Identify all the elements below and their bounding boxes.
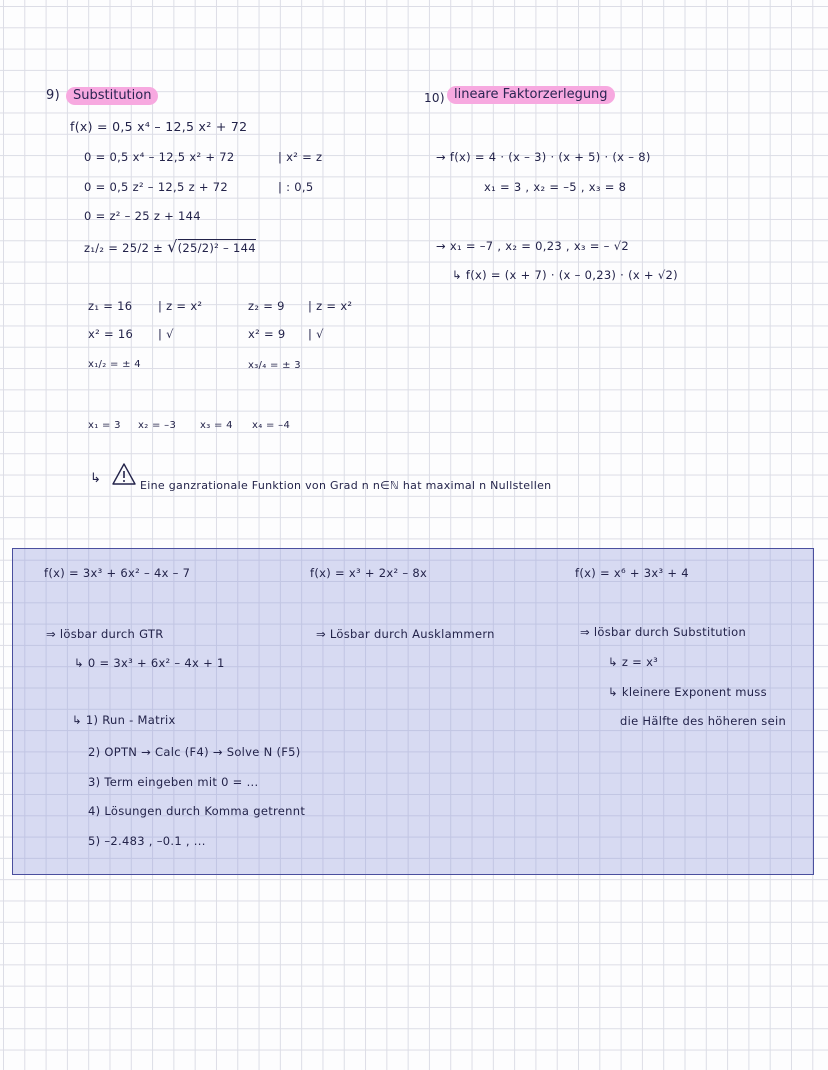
box-col3-rule-1: ↳ kleinere Exponent muss bbox=[608, 685, 767, 699]
box-col2-function: f(x) = x³ + 2x² – 8x bbox=[310, 566, 428, 580]
s9-pq-lhs: z₁/₂ = 25/2 ± bbox=[84, 241, 164, 255]
box-col1-step-4: 4) Lösungen durch Komma getrennt bbox=[88, 804, 306, 818]
box-col1-function: f(x) = 3x³ + 6x² – 4x – 7 bbox=[44, 566, 191, 580]
s9-step-1: 0 = 0,5 x⁴ – 12,5 x² + 72 bbox=[84, 150, 235, 164]
s9-function: f(x) = 0,5 x⁴ – 12,5 x² + 72 bbox=[70, 119, 248, 134]
box-col1-step-3: 3) Term eingeben mit 0 = ... bbox=[88, 775, 259, 789]
s10-example-1: → f(x) = 4 · (x – 3) · (x + 5) · (x – 8) bbox=[436, 150, 651, 164]
s9-case2-x: x₃/₄ = ± 3 bbox=[248, 360, 301, 371]
s9-root-1: x₁ = 3 bbox=[88, 420, 121, 431]
s9-root-3: x₃ = 4 bbox=[200, 420, 233, 431]
s9-case2-x2: x² = 9 bbox=[248, 327, 286, 341]
s10-roots-2: → x₁ = –7 , x₂ = 0,23 , x₃ = – √2 bbox=[436, 239, 629, 253]
section-10-title: lineare Faktorzerlegung bbox=[447, 86, 615, 104]
s9-root-2: x₂ = –3 bbox=[138, 420, 177, 431]
s9-case1-x2: x² = 16 bbox=[88, 327, 134, 341]
box-col1-step-5: 5) –2.483 , –0.1 , ... bbox=[88, 834, 206, 848]
box-col1-step-2: 2) OPTN → Calc (F4) → Solve N (F5) bbox=[88, 745, 301, 759]
box-col1-method: ⇒ lösbar durch GTR bbox=[46, 627, 164, 641]
s9-case2-note-z: | z = x² bbox=[308, 299, 353, 313]
s9-note-text: Eine ganzrationale Funktion von Grad n n∈ℕ hat maximal n Nullstellen bbox=[140, 479, 552, 492]
warning-icon bbox=[112, 462, 136, 486]
box-col3-rule-2: die Hälfte des höheren sein bbox=[620, 714, 787, 728]
sqrt-icon: √ bbox=[167, 237, 178, 256]
s9-case1-z: z₁ = 16 bbox=[88, 299, 133, 313]
s10-roots-1: x₁ = 3 , x₂ = –5 , x₃ = 8 bbox=[484, 180, 627, 194]
s9-case1-x: x₁/₂ = ± 4 bbox=[88, 359, 141, 370]
box-col1-step-1: ↳ 1) Run - Matrix bbox=[72, 713, 176, 727]
box-col3-method: ⇒ lösbar durch Substitution bbox=[580, 625, 747, 639]
s10-example-2: ↳ f(x) = (x + 7) · (x – 0,23) · (x + √2) bbox=[452, 268, 678, 282]
section-9-title: Substitution bbox=[66, 87, 158, 105]
s9-root-4: x₄ = –4 bbox=[252, 420, 291, 431]
box-col3-function: f(x) = x⁶ + 3x³ + 4 bbox=[575, 566, 689, 580]
s9-step-3: 0 = z² – 25 z + 144 bbox=[84, 209, 201, 223]
summary-box bbox=[12, 548, 814, 875]
box-col1-equation: ↳ 0 = 3x³ + 6x² – 4x + 1 bbox=[74, 656, 225, 670]
s9-case1-note-z: | z = x² bbox=[158, 299, 203, 313]
box-col3-sub: ↳ z = x³ bbox=[608, 655, 659, 669]
s9-pq-formula bbox=[84, 237, 256, 256]
s9-step-note-1: | x² = z bbox=[278, 150, 323, 164]
s9-case2-z: z₂ = 9 bbox=[248, 299, 285, 313]
s9-case1-note-root: | √ bbox=[158, 327, 174, 341]
s9-pq-root: (25/2)² – 144 bbox=[177, 241, 256, 255]
section-9-number: 9) bbox=[46, 88, 60, 103]
s9-case2-note-root: | √ bbox=[308, 327, 324, 341]
box-col2-method: ⇒ Lösbar durch Ausklammern bbox=[316, 627, 495, 641]
s9-step-note-2: | : 0,5 bbox=[278, 180, 314, 194]
s9-step-2: 0 = 0,5 z² – 12,5 z + 72 bbox=[84, 180, 228, 194]
note-arrow-icon: ↳ bbox=[90, 471, 102, 486]
section-10-number: 10) bbox=[424, 91, 445, 105]
